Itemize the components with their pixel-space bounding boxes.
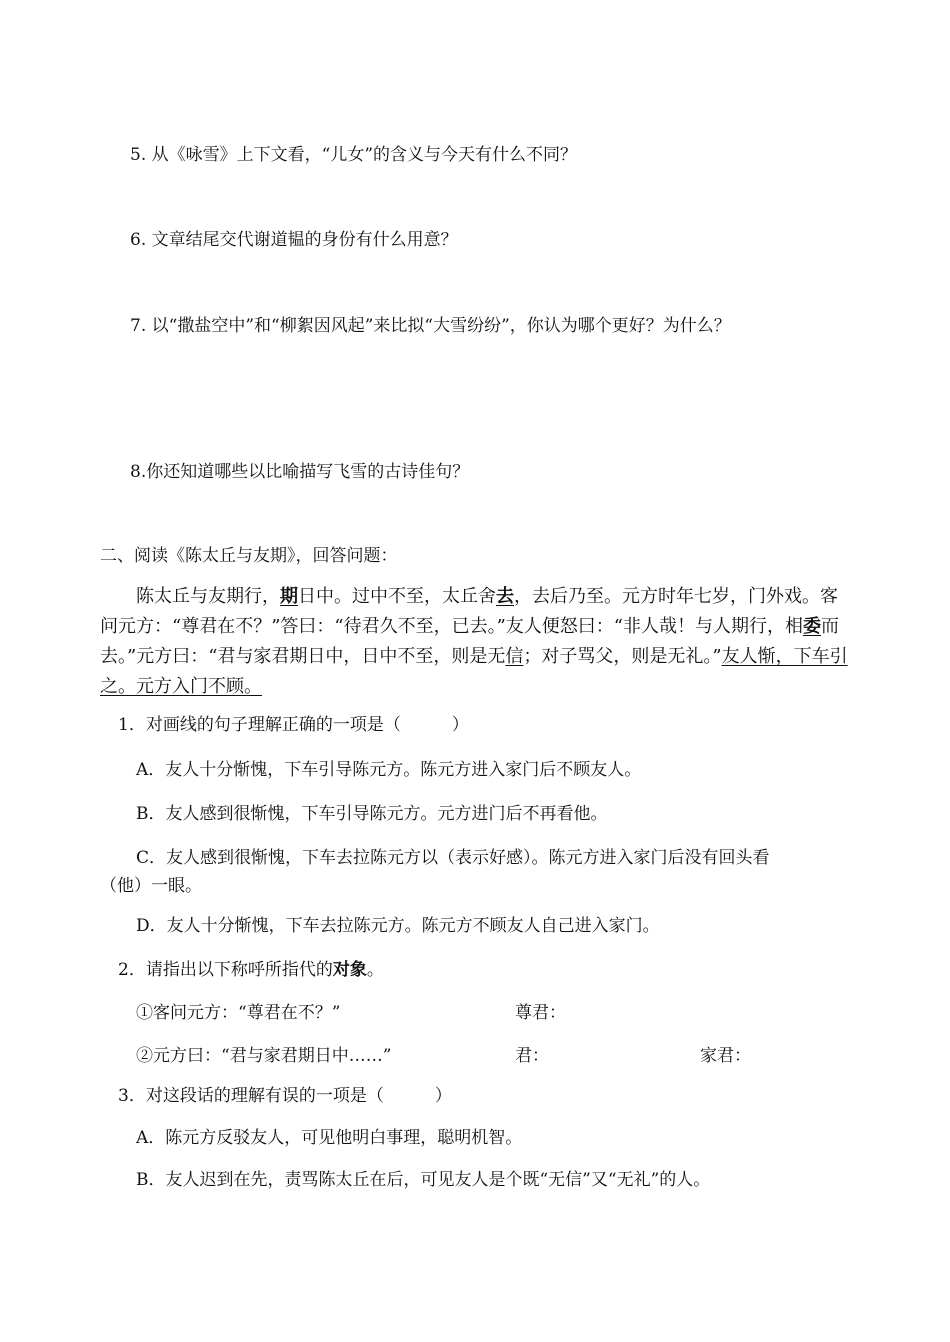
passage-text: 而去。”元方曰：“君与家君期日中，日中不至，则是无: [100, 616, 840, 667]
q1-option-a: A．友人十分惭愧，下车引导陈元方。陈元方进入家门后不顾友人。: [136, 760, 642, 780]
q3-stem: 3．对这段话的理解有误的一项是（ ）: [118, 1086, 452, 1106]
q2-stem-text: 2．请指出以下称呼所指代的: [118, 960, 333, 980]
passage: [100, 582, 855, 702]
section-heading: 二、阅读《陈太丘与友期》，回答问题：: [100, 546, 398, 566]
passage-word-qi: 期: [280, 586, 298, 607]
q2-blank-jiajun: 家君：: [700, 1046, 751, 1066]
question-6: 6. 文章结尾交代谢道韫的身份有什么用意？: [130, 230, 458, 250]
question-5: 5. 从《咏雪》上下文看，“儿女”的含义与今天有什么不同？: [130, 145, 578, 165]
q2-stem: [118, 958, 384, 982]
passage-text: 陈太丘与友期行，: [136, 586, 280, 607]
passage-text: ；对子骂父，则是无礼。”: [523, 646, 722, 667]
question-7: 7. 以“撒盐空中”和“柳絮因风起”来比拟“大雪纷纷”，你认为哪个更好？为什么？: [130, 316, 731, 336]
passage-word-qu: 去: [496, 586, 514, 607]
q1-option-c: C．友人感到很惭愧，下车去拉陈元方以（表示好感）。陈元方进入家门后没有回头看: [136, 848, 770, 868]
question-8: 8.你还知道哪些以比喻描写飞雪的古诗佳句？: [130, 462, 470, 482]
q1-option-c-cont: （他）一眼。: [100, 876, 202, 896]
q1-option-b: B．友人感到很惭愧，下车引导陈元方。元方进门后不再看他。: [136, 804, 608, 824]
q1-stem: 1．对画线的句子理解正确的一项是（ ）: [118, 715, 469, 735]
underlined-sentence: 友人惭，下车引之。元方入门不顾。: [100, 646, 848, 697]
q3-option-a: A．陈元方反驳友人，可见他明白事理，聪明机智。: [136, 1128, 523, 1148]
q2-blank-jun: 君：: [515, 1046, 549, 1066]
q2-item-1: ①客问元方：“尊君在不？”: [136, 1003, 341, 1023]
passage-word-xin: 信: [505, 646, 524, 667]
q2-item-2: ②元方曰：“君与家君期日中……”: [136, 1046, 392, 1066]
q2-blank-zunjun: 尊君：: [515, 1003, 566, 1023]
q1-option-d: D．友人十分惭愧，下车去拉陈元方。陈元方不顾友人自己进入家门。: [136, 916, 660, 936]
passage-text: ，去后乃至。元方时年七岁，门外戏。客问元方：“尊君在不？”答曰：“待君久不至，已去。”友人便怒曰：“非人哉！与人期行，相: [100, 586, 838, 637]
q3-option-b: B．友人迟到在先，责骂陈太丘在后，可见友人是个既“无信”又“无礼”的人。: [136, 1170, 711, 1190]
q2-stem-bold: 对象: [332, 960, 367, 980]
passage-word-wei: 委: [803, 616, 822, 637]
q2-stem-end: 。: [366, 960, 384, 980]
passage-text: 日中。过中不至，太丘舍: [298, 586, 496, 607]
